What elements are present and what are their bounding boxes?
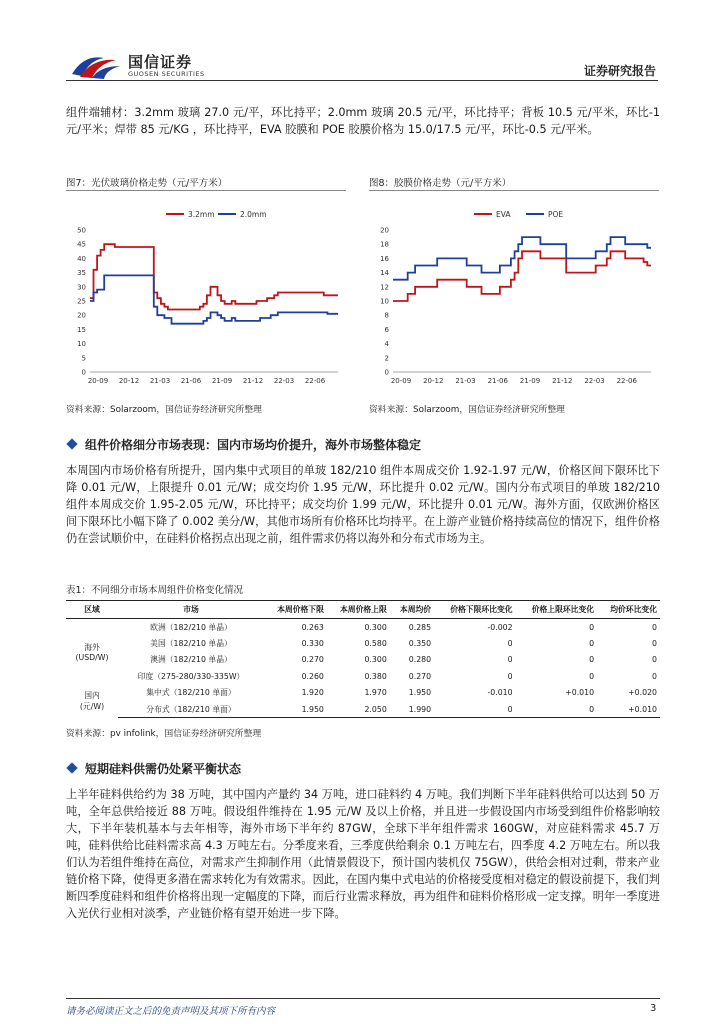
cell-avg: 1.990 — [390, 701, 434, 718]
y-tick-label: 14 — [380, 269, 389, 278]
series-line-EVA — [393, 251, 651, 301]
table-source: 资料来源：pv infolink，国信证券经济研究所整理 — [66, 729, 262, 739]
table-row — [66, 619, 660, 636]
y-tick-label: 10 — [77, 340, 86, 349]
cell-avg-change: 0 — [652, 671, 657, 681]
cell-low: 0.270 — [301, 655, 324, 665]
th-high-change: 价格上限环比变化 — [516, 601, 597, 619]
cell-avg: 0.270 — [408, 671, 432, 681]
th-high: 本周价格上限 — [327, 601, 390, 619]
cell-avg: 0.350 — [408, 639, 432, 649]
y-tick-label: 45 — [77, 240, 86, 249]
cell-low: 1.920 — [301, 688, 324, 698]
region-overseas: 海外 — [84, 642, 100, 652]
cell-high-change: 0 — [589, 639, 595, 649]
y-tick-label: 12 — [380, 283, 389, 292]
x-tick-label: 21-06 — [180, 377, 202, 385]
cell-low: 0.260 — [301, 671, 324, 681]
section1-title: 组件价格细分市场表现：国内市场均价提升，海外市场整体稳定 — [85, 438, 422, 452]
cell-avg-change: 0 — [652, 655, 657, 665]
logo-english-name: GUOSEN SECURITIES — [128, 70, 205, 78]
table-row — [66, 635, 660, 651]
series-line-3.2mm — [90, 244, 338, 309]
x-tick-label: 20-12 — [118, 377, 140, 385]
chart1-title-rule — [66, 190, 346, 191]
diamond-bullet-icon — [66, 762, 77, 773]
cell-high-change: 0 — [589, 622, 595, 632]
x-tick-label: 21-12 — [552, 377, 573, 385]
cell-high: 0.300 — [364, 622, 387, 632]
y-tick-label: 15 — [77, 325, 86, 334]
th-avg: 本周均价 — [390, 601, 434, 619]
table-row — [66, 685, 660, 701]
logo-chinese-name: 国信证券 — [128, 53, 193, 71]
footer-divider — [66, 998, 660, 999]
y-tick-label: 20 — [380, 226, 389, 235]
film-price-chart — [369, 200, 659, 390]
glass-price-chart — [66, 200, 346, 390]
cell-high-change: +0.010 — [565, 688, 595, 698]
chart1-source: 资料来源：Solarzoom，国信证券经济研究所整理 — [66, 405, 262, 415]
y-tick-label: 5 — [81, 354, 86, 363]
th-low: 本周价格下限 — [264, 601, 327, 619]
header-divider — [66, 80, 658, 81]
cell-market: 欧洲（182/210 单晶） — [150, 622, 232, 632]
region-overseas-cell — [66, 619, 118, 685]
x-tick-label: 22-06 — [304, 377, 326, 385]
report-type-label: 证券研究报告 — [583, 64, 656, 78]
region-domestic: 国内 — [84, 691, 100, 701]
intro-paragraph: 组件端辅材：3.2mm 玻璃 27.0 元/平，环比持平；2.0mm 玻璃 20.5 元/平，环比持平；背板 10.5 元/平米，环比-1 元/平米；焊带 85 元/KG ，环比持平，EVA 胶膜和 POE 胶膜价格为 15.0/17.5 元/平，环比-0.5 元/平米。 — [66, 106, 660, 136]
x-tick-label: 21-06 — [487, 377, 508, 385]
table-title: 表1：不同细分市场本周组件价格变化情况 — [66, 585, 244, 596]
x-tick-label: 21-03 — [455, 377, 476, 385]
y-tick-label: 16 — [380, 254, 389, 263]
y-tick-label: 40 — [77, 254, 86, 263]
x-tick-label: 22-03 — [584, 377, 605, 385]
cell-high: 0.380 — [364, 671, 387, 681]
cell-avg-change: +0.010 — [597, 701, 660, 718]
cell-high: 0.580 — [364, 639, 387, 649]
cell-low: 1.950 — [264, 701, 327, 718]
cell-low: 0.263 — [301, 622, 324, 632]
x-tick-label: 21-09 — [519, 377, 541, 385]
cell-avg-change: +0.020 — [628, 688, 657, 698]
cell-low-change: 0 — [507, 655, 513, 665]
series-line-2.0mm — [90, 275, 338, 323]
region-overseas-unit: (USD/W) — [75, 652, 109, 662]
y-tick-label: 8 — [384, 311, 389, 320]
legend-label: POE — [548, 210, 564, 219]
cell-low-change: -0.002 — [487, 622, 513, 632]
table-row — [66, 668, 660, 684]
th-region: 区域 — [66, 601, 118, 619]
section1-heading — [66, 436, 421, 453]
chart1-title: 图7：光伏玻璃价格走势（元/平方米） — [66, 178, 228, 189]
cell-high: 1.970 — [364, 688, 387, 698]
cell-avg: 0.280 — [408, 655, 432, 665]
x-tick-label: 21-03 — [149, 377, 171, 385]
x-tick-label: 20-09 — [87, 377, 109, 385]
chart2-title: 图8：胶膜价格走势（元/平方米） — [369, 178, 512, 189]
cell-low-change: -0.010 — [487, 688, 513, 698]
x-tick-label: 20-12 — [423, 377, 444, 385]
cell-market: 分布式（182/210 单面） — [118, 701, 264, 718]
region-domestic-cell — [66, 685, 118, 718]
section2-paragraph: 上半年硅料供给约为 38 万吨，其中国内产量约 34 万吨，进口硅料约 4 万吨。我们判断下半年硅料供给可以达到 50 万吨，全年总供给接近 88 万吨。假设组件维持在 1.95 元/W 及以上价格，并且进一步假设国内市场受到组件价格影响较大，下半年装机基本与去年相等，海外市场下半年约 87GW，全球下半年组件需求 160GW，对应硅料需求 45.7 万吨，硅料供给比硅料需求高 4.3 万吨左右。分季度来看，三季度供给剩余 0.1 万吨左右，四季度 4.2 万吨左右。所以我们认为若组件维持在高位，对需求产生抑制作用（此情景假设下，预计国内装机仅 75GW），供给会相对过剩，带来产业链价格下降，使得更多潜在需求转化为有效需求。因此，在国内集中式电站的价格接受度相对稳定的假设前提下，我们判断四季度硅料和组件价格将出现一定幅度的下降，而后行业需求释放，再为组件和硅料价格形成一定支撑。明年一季度进入光伏行业相对淡季，产业链价格有望开始进一步下降。 — [66, 788, 660, 920]
legend-label: EVA — [496, 210, 511, 219]
y-tick-label: 18 — [380, 240, 389, 249]
chart2-source: 资料来源：Solarzoom，国信证券经济研究所整理 — [369, 405, 565, 415]
module-price-table — [66, 600, 660, 718]
cell-low-change: 0 — [507, 639, 513, 649]
region-domestic-unit: (元/W) — [79, 702, 105, 712]
y-tick-label: 10 — [380, 297, 389, 306]
cell-avg-change: 0 — [652, 639, 657, 649]
cell-low-change: 0 — [434, 701, 515, 718]
x-tick-label: 20-09 — [390, 377, 412, 385]
table-row — [66, 652, 660, 668]
section2-title: 短期硅料供需仍处紧平衡状态 — [85, 762, 242, 776]
cell-high-change: 0 — [589, 655, 595, 665]
x-tick-label: 21-09 — [211, 377, 233, 385]
th-low-change: 价格下限环比变化 — [434, 601, 515, 619]
cell-avg-change: 0 — [652, 622, 657, 632]
page-number: 3 — [650, 1003, 657, 1014]
x-tick-label: 21-12 — [242, 377, 264, 385]
table-header-row — [66, 601, 660, 619]
y-tick-label: 0 — [81, 368, 86, 377]
cell-market: 集中式（182/210 单面） — [146, 688, 236, 698]
chart2-title-rule — [369, 190, 659, 191]
y-tick-label: 2 — [384, 354, 389, 363]
y-tick-label: 6 — [384, 325, 389, 334]
th-market: 市场 — [118, 601, 264, 619]
cell-high: 0.300 — [364, 655, 387, 665]
cell-high: 2.050 — [327, 701, 390, 718]
section2-heading — [66, 760, 241, 777]
y-tick-label: 0 — [384, 368, 389, 377]
cell-market: 澳洲（182/210 单晶） — [150, 655, 232, 665]
legend-label: 2.0mm — [240, 210, 267, 219]
x-tick-label: 22-06 — [616, 377, 637, 385]
table-row — [66, 701, 660, 718]
footer-disclaimer: 请务必阅读正文之后的免责声明及其项下所有内容 — [66, 1006, 276, 1017]
y-tick-label: 4 — [384, 340, 389, 349]
y-tick-label: 25 — [77, 297, 86, 306]
y-tick-label: 20 — [77, 311, 86, 320]
guosen-logo-icon — [70, 50, 122, 80]
cell-market: 印度（275-280/330-335W） — [137, 671, 245, 681]
cell-market: 美国（182/210 单晶） — [150, 639, 232, 649]
legend-label: 3.2mm — [188, 210, 215, 219]
cell-low-change: 0 — [507, 671, 513, 681]
cell-high-change: 0 — [589, 671, 595, 681]
cell-avg: 1.950 — [408, 688, 432, 698]
y-tick-label: 35 — [77, 269, 86, 278]
section1-paragraph: 本周国内市场价格有所提升，国内集中式项目的单玻 182/210 组件本周成交价 1.92-1.97 元/W，价格区间下限环比下降 0.01 元/W，上限提升 0.01 元/W；成交均价 1.95 元/W，环比提升 0.02 元/W。国内分布式项目的单玻 182/210 组件本周成交价 1.95-2.05 元/W，环比持平；成交均价 1.99 元/W，环比提升 0.01 元/W。海外方面，仅欧洲价格区间下限环比小幅下降了 0.002 美分/W，其他市场所有价格环比均持平。在上游产业链价格持续高位的情况下，组件价格仍在尝试顺价中，在硅料价格拐点出现之前，组件需求仍将以海外和分布式市场为主。 — [66, 464, 660, 545]
y-tick-label: 30 — [77, 283, 86, 292]
y-tick-label: 50 — [77, 226, 86, 235]
cell-low: 0.330 — [301, 639, 324, 649]
cell-avg: 0.285 — [408, 622, 432, 632]
x-tick-label: 22-03 — [273, 377, 295, 385]
th-avg-change: 均价环比变化 — [597, 601, 660, 619]
diamond-bullet-icon — [66, 438, 77, 449]
cell-high-change: 0 — [516, 701, 597, 718]
